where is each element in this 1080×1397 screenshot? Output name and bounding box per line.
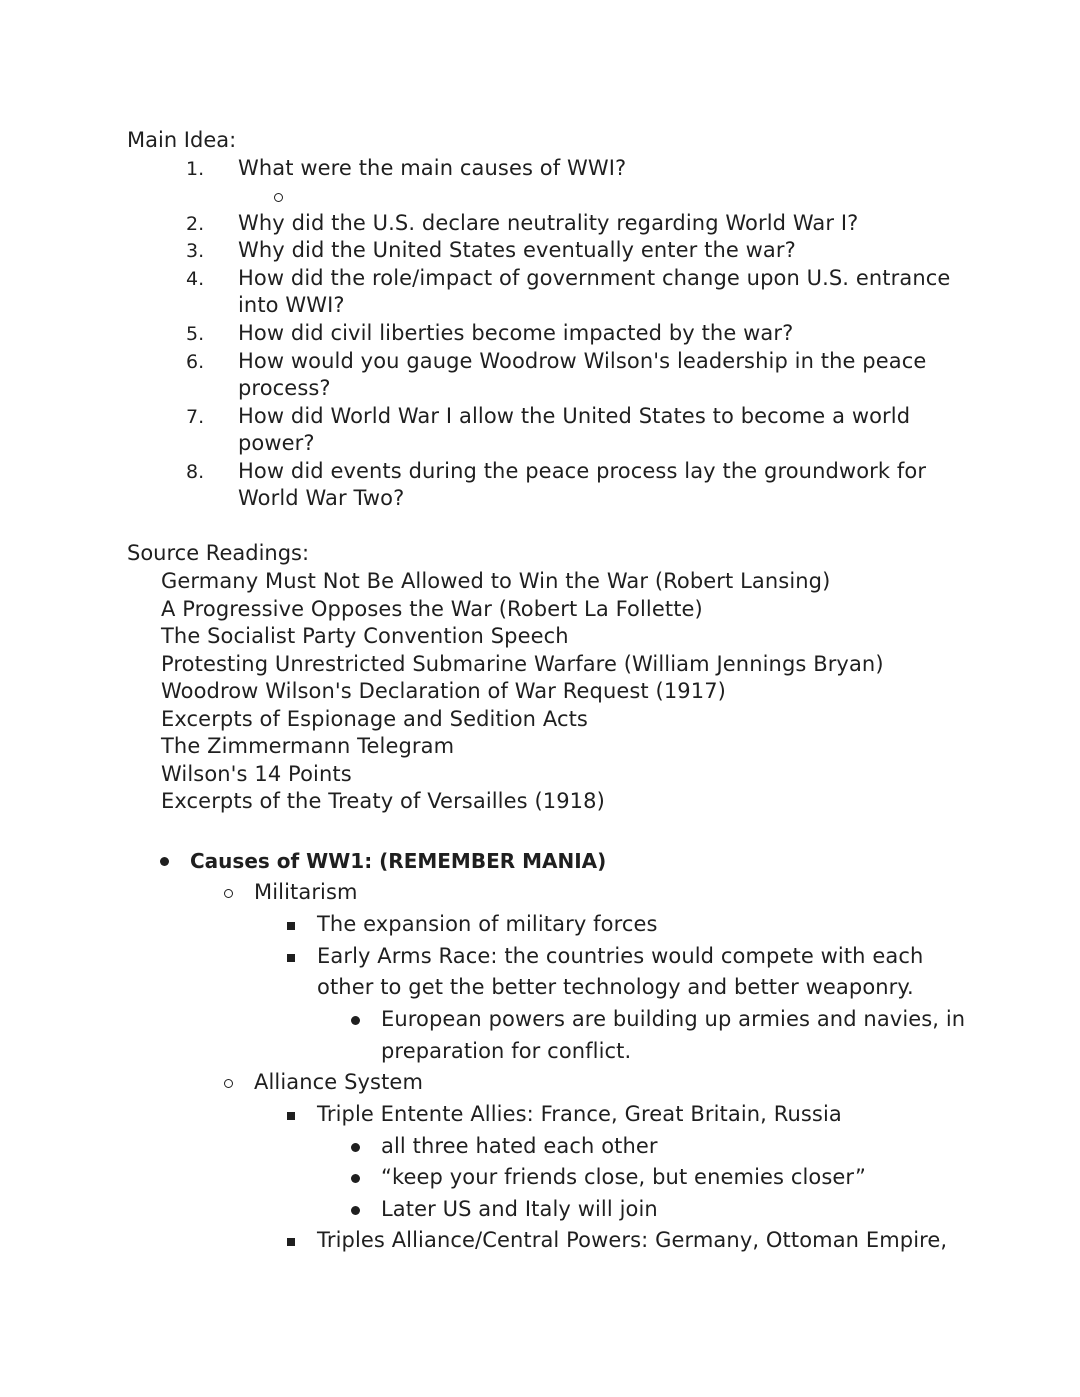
square-bullet-icon xyxy=(287,1112,295,1120)
source-reading-item: The Zimmermann Telegram xyxy=(161,734,455,758)
question-text: into WWI? xyxy=(238,293,345,317)
source-readings-heading: Source Readings: xyxy=(127,541,310,565)
question-number: 6. xyxy=(186,351,205,373)
entente-note: Later US and Italy will join xyxy=(381,1197,658,1221)
source-reading-item: Germany Must Not Be Allowed to Win the War (Robert Lansing) xyxy=(161,569,831,593)
question-text: Why did the U.S. declare neutrality regarding World War I? xyxy=(238,211,859,235)
bullet-icon xyxy=(351,1206,360,1215)
square-bullet-icon xyxy=(287,954,295,962)
main-idea-heading: Main Idea: xyxy=(127,128,237,152)
question-number: 2. xyxy=(186,213,205,235)
alliance-label: Alliance System xyxy=(254,1070,423,1094)
question-number: 7. xyxy=(186,406,205,428)
question-text: How did World War I allow the United States to become a world xyxy=(238,404,911,428)
entente-note: all three hated each other xyxy=(381,1134,658,1158)
question-text: How would you gauge Woodrow Wilson's leadership in the peace xyxy=(238,349,927,373)
square-bullet-icon xyxy=(287,922,295,930)
source-reading-item: The Socialist Party Convention Speech xyxy=(161,624,569,648)
causes-title: Causes of WW1: (REMEMBER MANIA) xyxy=(190,849,607,873)
source-reading-item: Woodrow Wilson's Declaration of War Request (1917) xyxy=(161,679,726,703)
entente-point: Triple Entente Allies: France, Great Britain, Russia xyxy=(317,1102,842,1126)
source-reading-item: Protesting Unrestricted Submarine Warfare (William Jennings Bryan) xyxy=(161,652,884,676)
question-text: process? xyxy=(238,376,331,400)
bullet-icon xyxy=(351,1016,360,1025)
question-text: How did the role/impact of government change upon U.S. entrance xyxy=(238,266,951,290)
triple-alliance-point: Triples Alliance/Central Powers: Germany, Ottoman Empire, xyxy=(317,1228,948,1252)
militarism-sub-point: European powers are building up armies and navies, in xyxy=(381,1007,966,1031)
question-text: Why did the United States eventually enter the war? xyxy=(238,238,796,262)
sub-bullet-icon xyxy=(224,1079,233,1088)
question-text: World War Two? xyxy=(238,486,405,510)
question-text: How did civil liberties become impacted by the war? xyxy=(238,321,794,345)
bullet-icon xyxy=(160,857,169,866)
question-number: 3. xyxy=(186,240,205,262)
square-bullet-icon xyxy=(287,1238,295,1246)
militarism-label: Militarism xyxy=(254,880,358,904)
question-number: 8. xyxy=(186,461,205,483)
source-reading-item: A Progressive Opposes the War (Robert La Follette) xyxy=(161,597,703,621)
sub-bullet-icon xyxy=(224,889,233,898)
question-text: How did events during the peace process lay the groundwork for xyxy=(238,459,927,483)
empty-sub-bullet-icon xyxy=(274,193,283,202)
question-number: 5. xyxy=(186,323,205,345)
source-reading-item: Excerpts of Espionage and Sedition Acts xyxy=(161,707,588,731)
question-number: 4. xyxy=(186,268,205,290)
militarism-point-continuation: other to get the better technology and better weaponry. xyxy=(317,975,914,999)
question-number: 1. xyxy=(186,158,205,180)
militarism-sub-point-continuation: preparation for conflict. xyxy=(381,1039,632,1063)
militarism-point: The expansion of military forces xyxy=(317,912,658,936)
entente-note: “keep your friends close, but enemies closer” xyxy=(381,1165,867,1189)
question-text: power? xyxy=(238,431,315,455)
bullet-icon xyxy=(351,1174,360,1183)
source-reading-item: Wilson's 14 Points xyxy=(161,762,352,786)
question-text: What were the main causes of WWI? xyxy=(238,156,627,180)
source-reading-item: Excerpts of the Treaty of Versailles (1918) xyxy=(161,789,605,813)
militarism-point: Early Arms Race: the countries would compete with each xyxy=(317,944,924,968)
bullet-icon xyxy=(351,1143,360,1152)
